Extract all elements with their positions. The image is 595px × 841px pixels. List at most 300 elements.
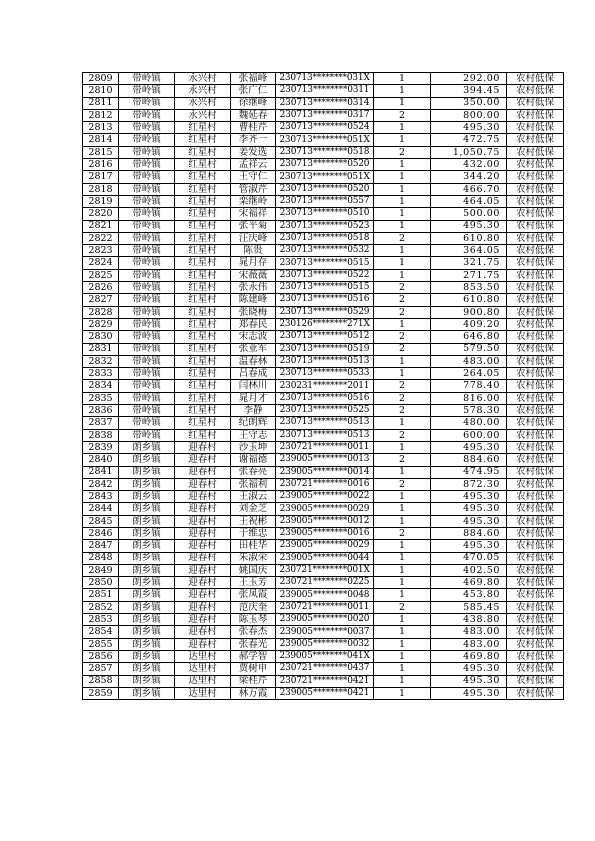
table-row — [83, 441, 564, 453]
amount-cell: 495.30 — [431, 491, 507, 503]
id-number-cell: 230713********0525 — [276, 405, 374, 417]
row-number-cell: 2847 — [83, 540, 119, 552]
name-cell: 纪朗辉 — [231, 417, 276, 429]
table-row — [83, 417, 564, 429]
row-number-cell: 2856 — [83, 650, 119, 662]
row-number-cell: 2812 — [83, 109, 119, 121]
amount-cell: 578.30 — [431, 405, 507, 417]
village-cell: 红星村 — [175, 417, 231, 429]
row-number-cell: 2809 — [83, 73, 119, 85]
village-cell: 达里村 — [175, 663, 231, 675]
table-row — [83, 638, 564, 650]
name-cell: 于维忠 — [231, 527, 276, 539]
id-number-cell: 239005********0037 — [276, 626, 374, 638]
table-row — [83, 589, 564, 601]
id-number-cell: 230126********271X — [276, 318, 374, 330]
assistance-type-cell: 农村低保 — [507, 134, 564, 146]
name-cell: 张晓梅 — [231, 306, 276, 318]
amount-cell: 853.50 — [431, 282, 507, 294]
amount-cell: 350.00 — [431, 97, 507, 109]
name-cell: 贾树申 — [231, 663, 276, 675]
town-cell: 带岭镇 — [119, 85, 175, 97]
name-cell: 张春亮 — [231, 466, 276, 478]
name-cell: 张永伟 — [231, 282, 276, 294]
row-number-cell: 2834 — [83, 380, 119, 392]
village-cell: 红星村 — [175, 380, 231, 392]
town-cell: 带岭镇 — [119, 195, 175, 207]
amount-cell: 464.05 — [431, 195, 507, 207]
amount-cell: 483.00 — [431, 355, 507, 367]
village-cell: 迎春村 — [175, 527, 231, 539]
amount-cell: 483.00 — [431, 638, 507, 650]
household-size-cell: 2 — [374, 343, 431, 355]
assistance-type-cell: 农村低保 — [507, 195, 564, 207]
town-cell: 带岭镇 — [119, 318, 175, 330]
name-cell: 林万霞 — [231, 687, 276, 699]
table-row — [83, 355, 564, 367]
assistance-type-cell: 农村低保 — [507, 85, 564, 97]
row-number-cell: 2829 — [83, 318, 119, 330]
id-number-cell: 230713********0532 — [276, 245, 374, 257]
household-size-cell: 1 — [374, 245, 431, 257]
village-cell: 迎春村 — [175, 515, 231, 527]
amount-cell: 646.80 — [431, 331, 507, 343]
town-cell: 带岭镇 — [119, 159, 175, 171]
id-number-cell: 239005********0029 — [276, 503, 374, 515]
village-cell: 红星村 — [175, 171, 231, 183]
town-cell: 带岭镇 — [119, 257, 175, 269]
row-number-cell: 2830 — [83, 331, 119, 343]
assistance-type-cell: 农村低保 — [507, 491, 564, 503]
amount-cell: 409.20 — [431, 318, 507, 330]
amount-cell: 610.80 — [431, 294, 507, 306]
town-cell: 朗乡镇 — [119, 577, 175, 589]
assistance-type-cell: 农村低保 — [507, 527, 564, 539]
town-cell: 朗乡镇 — [119, 441, 175, 453]
village-cell: 永兴村 — [175, 97, 231, 109]
name-cell: 张广仁 — [231, 85, 276, 97]
id-number-cell: 230713********0519 — [276, 343, 374, 355]
id-number-cell: 239005********0020 — [276, 614, 374, 626]
table-body — [83, 73, 564, 700]
town-cell: 带岭镇 — [119, 122, 175, 134]
town-cell: 朗乡镇 — [119, 503, 175, 515]
table-row — [83, 331, 564, 343]
village-cell: 达里村 — [175, 687, 231, 699]
id-number-cell: 239005********0029 — [276, 540, 374, 552]
row-number-cell: 2822 — [83, 232, 119, 244]
table-row — [83, 540, 564, 552]
name-cell: 张平菊 — [231, 220, 276, 232]
amount-cell: 438.80 — [431, 614, 507, 626]
name-cell: 王守志 — [231, 429, 276, 441]
household-size-cell: 2 — [374, 601, 431, 613]
row-number-cell: 2832 — [83, 355, 119, 367]
assistance-type-cell: 农村低保 — [507, 466, 564, 478]
table-row — [83, 527, 564, 539]
table-row — [83, 552, 564, 564]
town-cell: 朗乡镇 — [119, 589, 175, 601]
amount-cell: 495.30 — [431, 515, 507, 527]
id-number-cell: 230721********0421 — [276, 675, 374, 687]
assistance-type-cell: 农村低保 — [507, 626, 564, 638]
town-cell: 朗乡镇 — [119, 564, 175, 576]
name-cell: 曹桂芹 — [231, 122, 276, 134]
amount-cell: 469.80 — [431, 577, 507, 589]
table-row — [83, 269, 564, 281]
assistance-type-cell: 农村低保 — [507, 171, 564, 183]
name-cell: 徐继峰 — [231, 97, 276, 109]
town-cell: 朗乡镇 — [119, 527, 175, 539]
household-size-cell: 2 — [374, 380, 431, 392]
amount-cell: 1,050.75 — [431, 146, 507, 158]
village-cell: 永兴村 — [175, 73, 231, 85]
name-cell: 栾继岭 — [231, 195, 276, 207]
village-cell: 红星村 — [175, 183, 231, 195]
row-number-cell: 2835 — [83, 392, 119, 404]
amount-cell: 495.30 — [431, 687, 507, 699]
town-cell: 朗乡镇 — [119, 478, 175, 490]
assistance-type-cell: 农村低保 — [507, 282, 564, 294]
table-row — [83, 478, 564, 490]
row-number-cell: 2825 — [83, 269, 119, 281]
row-number-cell: 2827 — [83, 294, 119, 306]
amount-cell: 579.50 — [431, 343, 507, 355]
table-row — [83, 208, 564, 220]
assistance-type-cell: 农村低保 — [507, 343, 564, 355]
row-number-cell: 2843 — [83, 491, 119, 503]
row-number-cell: 2811 — [83, 97, 119, 109]
name-cell: 温春林 — [231, 355, 276, 367]
name-cell: 王淑云 — [231, 491, 276, 503]
town-cell: 朗乡镇 — [119, 491, 175, 503]
name-cell: 宋志波 — [231, 331, 276, 343]
row-number-cell: 2833 — [83, 368, 119, 380]
row-number-cell: 2817 — [83, 171, 119, 183]
row-number-cell: 2838 — [83, 429, 119, 441]
household-size-cell: 1 — [374, 466, 431, 478]
town-cell: 带岭镇 — [119, 245, 175, 257]
table-row — [83, 626, 564, 638]
table-row — [83, 183, 564, 195]
name-cell: 王玉芳 — [231, 577, 276, 589]
village-cell: 红星村 — [175, 282, 231, 294]
amount-cell: 495.30 — [431, 675, 507, 687]
id-number-cell: 230713********0557 — [276, 195, 374, 207]
village-cell: 红星村 — [175, 146, 231, 158]
village-cell: 迎春村 — [175, 577, 231, 589]
village-cell: 红星村 — [175, 429, 231, 441]
id-number-cell: 230713********0515 — [276, 257, 374, 269]
village-cell: 红星村 — [175, 195, 231, 207]
household-size-cell: 1 — [374, 257, 431, 269]
amount-cell: 474.95 — [431, 466, 507, 478]
town-cell: 朗乡镇 — [119, 515, 175, 527]
assistance-type-cell: 农村低保 — [507, 318, 564, 330]
table-row — [83, 195, 564, 207]
household-size-cell: 2 — [374, 109, 431, 121]
row-number-cell: 2848 — [83, 552, 119, 564]
assistance-type-cell: 农村低保 — [507, 429, 564, 441]
household-size-cell: 1 — [374, 491, 431, 503]
assistance-type-cell: 农村低保 — [507, 614, 564, 626]
town-cell: 朗乡镇 — [119, 552, 175, 564]
table-row — [83, 515, 564, 527]
household-size-cell: 1 — [374, 552, 431, 564]
id-number-cell: 230713********0513 — [276, 429, 374, 441]
village-cell: 迎春村 — [175, 491, 231, 503]
table-row — [83, 577, 564, 589]
town-cell: 带岭镇 — [119, 380, 175, 392]
assistance-type-cell: 农村低保 — [507, 687, 564, 699]
household-size-cell: 1 — [374, 675, 431, 687]
village-cell: 迎春村 — [175, 601, 231, 613]
name-cell: 张福利 — [231, 478, 276, 490]
name-cell: 陈贵 — [231, 245, 276, 257]
assistance-type-cell: 农村低保 — [507, 650, 564, 662]
id-number-cell: 230721********0225 — [276, 577, 374, 589]
town-cell: 带岭镇 — [119, 109, 175, 121]
town-cell: 带岭镇 — [119, 429, 175, 441]
table-row — [83, 392, 564, 404]
household-size-cell: 2 — [374, 429, 431, 441]
village-cell: 红星村 — [175, 343, 231, 355]
village-cell: 迎春村 — [175, 614, 231, 626]
village-cell: 红星村 — [175, 318, 231, 330]
table-row — [83, 146, 564, 158]
household-size-cell: 1 — [374, 503, 431, 515]
household-size-cell: 2 — [374, 331, 431, 343]
amount-cell: 470.05 — [431, 552, 507, 564]
assistance-type-cell: 农村低保 — [507, 552, 564, 564]
amount-cell: 778.40 — [431, 380, 507, 392]
amount-cell: 500.00 — [431, 208, 507, 220]
household-size-cell: 1 — [374, 515, 431, 527]
row-number-cell: 2857 — [83, 663, 119, 675]
row-number-cell: 2837 — [83, 417, 119, 429]
table-row — [83, 429, 564, 441]
town-cell: 朗乡镇 — [119, 540, 175, 552]
row-number-cell: 2852 — [83, 601, 119, 613]
id-number-cell: 230713********0513 — [276, 355, 374, 367]
table-row — [83, 503, 564, 515]
row-number-cell: 2826 — [83, 282, 119, 294]
assistance-type-cell: 农村低保 — [507, 478, 564, 490]
amount-cell: 585.45 — [431, 601, 507, 613]
assistance-type-cell: 农村低保 — [507, 122, 564, 134]
household-size-cell: 2 — [374, 478, 431, 490]
id-number-cell: 239005********0013 — [276, 454, 374, 466]
town-cell: 带岭镇 — [119, 355, 175, 367]
assistance-type-cell: 农村低保 — [507, 109, 564, 121]
household-size-cell: 2 — [374, 232, 431, 244]
assistance-type-cell: 农村低保 — [507, 159, 564, 171]
household-size-cell: 1 — [374, 85, 431, 97]
town-cell: 带岭镇 — [119, 97, 175, 109]
table-row — [83, 368, 564, 380]
town-cell: 带岭镇 — [119, 392, 175, 404]
town-cell: 带岭镇 — [119, 146, 175, 158]
village-cell: 迎春村 — [175, 478, 231, 490]
village-cell: 红星村 — [175, 269, 231, 281]
assistance-type-cell: 农村低保 — [507, 331, 564, 343]
id-number-cell: 230713********0512 — [276, 331, 374, 343]
name-cell: 张凤霞 — [231, 589, 276, 601]
village-cell: 迎春村 — [175, 503, 231, 515]
name-cell: 王守仁 — [231, 171, 276, 183]
village-cell: 迎春村 — [175, 589, 231, 601]
table-row — [83, 663, 564, 675]
household-size-cell: 1 — [374, 564, 431, 576]
row-number-cell: 2850 — [83, 577, 119, 589]
town-cell: 朗乡镇 — [119, 626, 175, 638]
household-size-cell: 1 — [374, 540, 431, 552]
row-number-cell: 2819 — [83, 195, 119, 207]
id-number-cell: 230713********0523 — [276, 220, 374, 232]
name-cell: 郝学智 — [231, 650, 276, 662]
assistance-type-cell: 农村低保 — [507, 380, 564, 392]
amount-cell: 483.00 — [431, 626, 507, 638]
household-size-cell: 2 — [374, 146, 431, 158]
village-cell: 红星村 — [175, 257, 231, 269]
assistance-type-cell: 农村低保 — [507, 368, 564, 380]
table-row — [83, 171, 564, 183]
town-cell: 带岭镇 — [119, 294, 175, 306]
household-size-cell: 1 — [374, 441, 431, 453]
town-cell: 朗乡镇 — [119, 466, 175, 478]
amount-cell: 402.50 — [431, 564, 507, 576]
name-cell: 王祝彬 — [231, 515, 276, 527]
id-number-cell: 239005********0012 — [276, 515, 374, 527]
household-size-cell: 1 — [374, 269, 431, 281]
town-cell: 朗乡镇 — [119, 601, 175, 613]
household-size-cell: 2 — [374, 405, 431, 417]
id-number-cell: 230713********0524 — [276, 122, 374, 134]
id-number-cell: 239005********0032 — [276, 638, 374, 650]
name-cell: 管淑芹 — [231, 183, 276, 195]
household-size-cell: 1 — [374, 638, 431, 650]
name-cell: 晁月存 — [231, 257, 276, 269]
household-size-cell: 1 — [374, 318, 431, 330]
row-number-cell: 2859 — [83, 687, 119, 699]
town-cell: 带岭镇 — [119, 282, 175, 294]
household-size-cell: 1 — [374, 368, 431, 380]
id-number-cell: 230713********051X — [276, 134, 374, 146]
table-row — [83, 294, 564, 306]
id-number-cell: 230231********2011 — [276, 380, 374, 392]
assistance-type-cell: 农村低保 — [507, 220, 564, 232]
amount-cell: 495.30 — [431, 503, 507, 515]
amount-cell: 495.30 — [431, 220, 507, 232]
id-number-cell: 239005********0016 — [276, 527, 374, 539]
id-number-cell: 230713********0314 — [276, 97, 374, 109]
village-cell: 迎春村 — [175, 441, 231, 453]
name-cell: 宋薇薇 — [231, 269, 276, 281]
village-cell: 永兴村 — [175, 85, 231, 97]
assistance-type-cell: 农村低保 — [507, 417, 564, 429]
household-size-cell: 1 — [374, 134, 431, 146]
village-cell: 达里村 — [175, 650, 231, 662]
name-cell: 晁月才 — [231, 392, 276, 404]
village-cell: 红星村 — [175, 368, 231, 380]
row-number-cell: 2815 — [83, 146, 119, 158]
household-size-cell: 1 — [374, 626, 431, 638]
row-number-cell: 2836 — [83, 405, 119, 417]
amount-cell: 816.00 — [431, 392, 507, 404]
table-row — [83, 73, 564, 85]
row-number-cell: 2845 — [83, 515, 119, 527]
name-cell: 张春杰 — [231, 626, 276, 638]
table-row — [83, 122, 564, 134]
table-row — [83, 405, 564, 417]
town-cell: 带岭镇 — [119, 208, 175, 220]
household-size-cell: 1 — [374, 159, 431, 171]
household-size-cell: 2 — [374, 527, 431, 539]
assistance-type-cell: 农村低保 — [507, 146, 564, 158]
household-size-cell: 1 — [374, 195, 431, 207]
amount-cell: 292.00 — [431, 73, 507, 85]
row-number-cell: 2813 — [83, 122, 119, 134]
row-number-cell: 2844 — [83, 503, 119, 515]
amount-cell: 884.60 — [431, 454, 507, 466]
village-cell: 红星村 — [175, 122, 231, 134]
amount-cell: 394.45 — [431, 85, 507, 97]
table-row — [83, 650, 564, 662]
row-number-cell: 2851 — [83, 589, 119, 601]
row-number-cell: 2816 — [83, 159, 119, 171]
name-cell: 李齐一 — [231, 134, 276, 146]
village-cell: 迎春村 — [175, 552, 231, 564]
id-number-cell: 230713********0510 — [276, 208, 374, 220]
row-number-cell: 2824 — [83, 257, 119, 269]
amount-cell: 472.75 — [431, 134, 507, 146]
id-number-cell: 230721********0016 — [276, 478, 374, 490]
town-cell: 带岭镇 — [119, 232, 175, 244]
name-cell: 姚国庆 — [231, 564, 276, 576]
name-cell: 孟祥云 — [231, 159, 276, 171]
table-row — [83, 245, 564, 257]
village-cell: 红星村 — [175, 355, 231, 367]
id-number-cell: 230713********0516 — [276, 294, 374, 306]
village-cell: 迎春村 — [175, 454, 231, 466]
household-size-cell: 1 — [374, 589, 431, 601]
name-cell: 吕春成 — [231, 368, 276, 380]
name-cell: 谢福德 — [231, 454, 276, 466]
row-number-cell: 2846 — [83, 527, 119, 539]
town-cell: 朗乡镇 — [119, 675, 175, 687]
town-cell: 朗乡镇 — [119, 454, 175, 466]
row-number-cell: 2839 — [83, 441, 119, 453]
household-size-cell: 1 — [374, 208, 431, 220]
name-cell: 刘金芝 — [231, 503, 276, 515]
id-number-cell: 230713********0529 — [276, 306, 374, 318]
household-size-cell: 1 — [374, 687, 431, 699]
household-size-cell: 1 — [374, 171, 431, 183]
row-number-cell: 2831 — [83, 343, 119, 355]
village-cell: 红星村 — [175, 405, 231, 417]
assistance-type-cell: 农村低保 — [507, 601, 564, 613]
table-row — [83, 134, 564, 146]
amount-cell: 800.00 — [431, 109, 507, 121]
household-size-cell: 2 — [374, 294, 431, 306]
id-number-cell: 239005********0044 — [276, 552, 374, 564]
village-cell: 迎春村 — [175, 638, 231, 650]
assistance-type-cell: 农村低保 — [507, 257, 564, 269]
name-cell: 闫林川 — [231, 380, 276, 392]
row-number-cell: 2840 — [83, 454, 119, 466]
household-size-cell: 1 — [374, 650, 431, 662]
table-row — [83, 601, 564, 613]
